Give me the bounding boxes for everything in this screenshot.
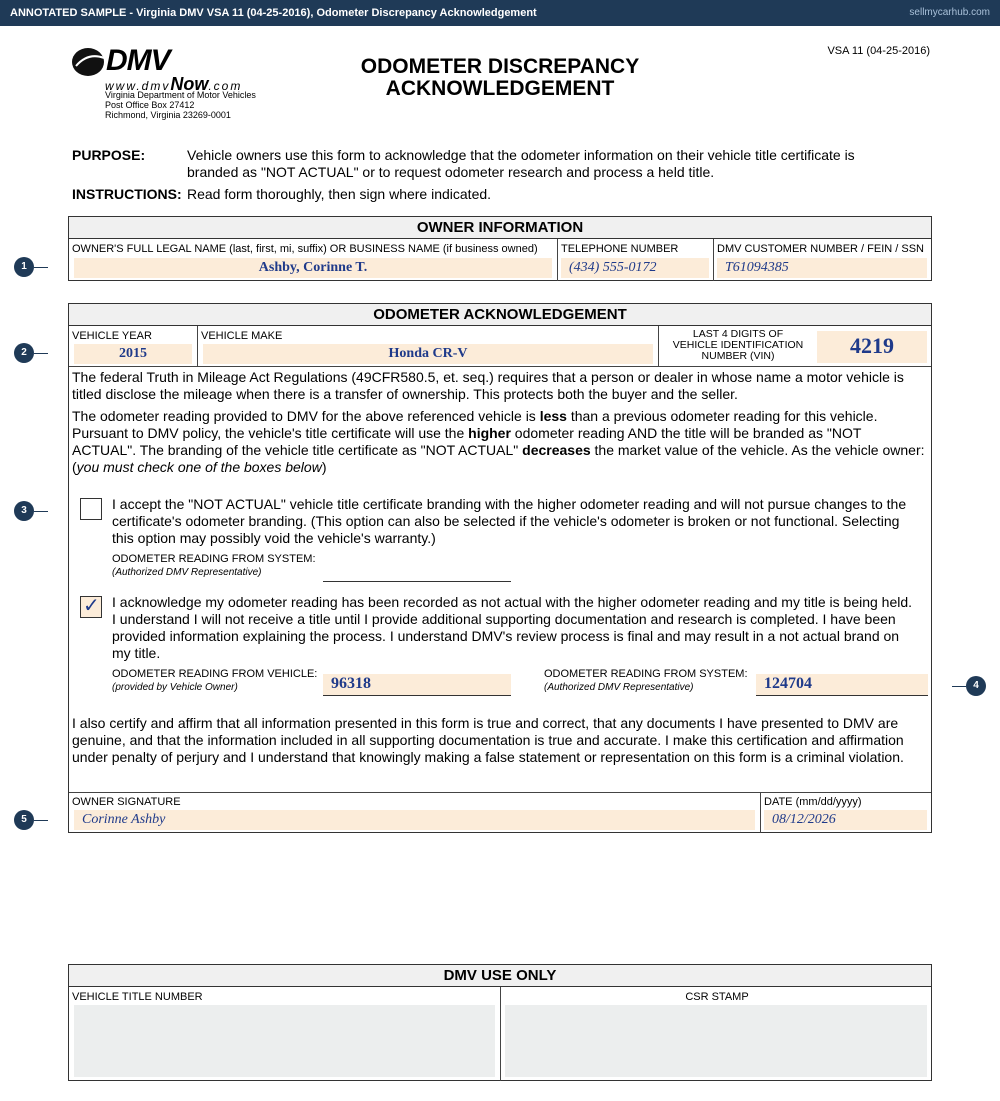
date-field[interactable]: 08/12/2026	[764, 810, 927, 830]
system-reading-field[interactable]: 124704	[756, 674, 928, 696]
site-link[interactable]: sellmycarhub.com	[909, 7, 990, 18]
csr-stamp-label: CSR STAMP	[685, 991, 749, 1003]
acknowledge-held-title-checkbox[interactable]	[80, 596, 102, 618]
vehicle-year-label: VEHICLE YEAR	[72, 330, 152, 342]
annotation-marker-3: 3	[14, 501, 34, 521]
date-label: DATE (mm/dd/yyyy)	[764, 796, 862, 808]
owner-signature-field[interactable]: Corinne Ashby	[74, 810, 755, 830]
annotation-marker-4: 4	[966, 676, 986, 696]
annotation-title: ANNOTATED SAMPLE - Virginia DMV VSA 11 (04-25-2016), Odometer Discrepancy Acknowledgement	[10, 7, 537, 19]
vehicle-make-label: VEHICLE MAKE	[201, 330, 283, 342]
annotation-bar	[0, 0, 1000, 26]
odometer-acknowledgement-section	[68, 303, 932, 833]
dmv-use-only-heading: DMV USE ONLY	[69, 965, 931, 987]
truth-in-mileage-paragraph: The federal Truth in Mileage Act Regulations (49CFR580.5, et. seq.) requires that a person or dealer in whose name a motor vehicle is titled disclose the mileage when there is a transfer of ownership. This protects both the buyer and the seller.	[72, 369, 904, 402]
option-acknowledge-text: I acknowledge my odometer reading has been recorded as not actual with the higher odometer reading and my title is being held. I understand I will not receive a title until I provide additional supporting documentation and research is completed. I have been provided information explaining the process. I understand DMV's review process is final and may result in a not actual brand on my title.	[112, 594, 913, 661]
purpose-text: Vehicle owners use this form to acknowledge that the odometer information on their vehicle title certificate is branded as "NOT ACTUAL" or to request odometer research and process a held title.	[187, 147, 855, 180]
form-id: VSA 11 (04-25-2016)	[827, 45, 930, 57]
phone-label: TELEPHONE NUMBER	[561, 243, 679, 255]
odometer-acknowledgement-heading: ODOMETER ACKNOWLEDGEMENT	[69, 304, 931, 326]
option1-system-reading-label: ODOMETER READING FROM SYSTEM: (Authorized DMV Representative)	[112, 553, 316, 578]
system-reading-label: ODOMETER READING FROM SYSTEM: (Authorized DMV Representative)	[544, 668, 748, 693]
instructions-text: Read form thoroughly, then sign where indicated.	[187, 186, 492, 202]
owner-information-section	[68, 216, 932, 281]
checkmark-icon: ✓	[83, 595, 100, 617]
dmv-address: Virginia Department of Motor Vehicles Post Office Box 27412 Richmond, Virginia 23269-0001	[105, 90, 256, 120]
vin-field[interactable]: 4219	[817, 331, 927, 363]
dmv-logo-block	[70, 44, 310, 124]
option1-system-reading-line[interactable]	[323, 581, 511, 582]
vehicle-reading-label: ODOMETER READING FROM VEHICLE: (provided by Vehicle Owner)	[112, 668, 318, 693]
certification-paragraph: I also certify and affirm that all information presented in this form is true and correct, that any documents I have presented to DMV are genuine, and that the information included in all supporting documentation is true and accurate. I make this certification and affirmation under penalty of perjury and I understand that knowingly making a false statement or representation on this form is a criminal violation.	[72, 715, 904, 765]
logo-text: DMV	[106, 44, 170, 77]
owner-name-field[interactable]: Ashby, Corinne T.	[74, 258, 552, 278]
owner-name-label: OWNER'S FULL LEGAL NAME (last, first, mi, suffix) OR BUSINESS NAME (if business owned)	[72, 243, 538, 255]
option-accept-text: I accept the "NOT ACTUAL" vehicle title certificate branding with the higher odometer reading and will not pursue changes to the certificate's odometer branding. (This option can also be selected if the vehicle's odometer is broken or not functional. Selecting this option may possibly void the vehicle's warranty.)	[112, 496, 907, 546]
page-title: ODOMETER DISCREPANCY ACKNOWLEDGEMENT	[360, 55, 640, 100]
owner-signature-label: OWNER SIGNATURE	[72, 796, 181, 808]
purpose-label: PURPOSE:	[72, 147, 146, 163]
vehicle-reading-field[interactable]: 96318	[323, 674, 511, 696]
vin-label: LAST 4 DIGITS OF VEHICLE IDENTIFICATION NUMBER (VIN)	[672, 328, 804, 362]
csr-stamp-field[interactable]	[505, 1005, 927, 1077]
phone-field[interactable]: (434) 555-0172	[561, 258, 709, 278]
owner-information-heading: OWNER INFORMATION	[69, 217, 931, 239]
annotation-marker-5: 5	[14, 810, 34, 830]
discrepancy-paragraph: The odometer reading provided to DMV for the above referenced vehicle is less than a previous odometer reading for this vehicle. Pursuant to DMV policy, the vehicle's title certificate will use the higher odometer reading AND the title will be branded as "NOT ACTUAL". The branding of the vehicle title certificate as "NOT ACTUAL" decreases the market value of the vehicle. As the vehicle owner: (you must check one of the boxes below)	[72, 408, 925, 475]
vehicle-title-number-field[interactable]	[74, 1005, 495, 1077]
vehicle-year-field[interactable]: 2015	[74, 344, 192, 364]
accept-not-actual-checkbox[interactable]	[80, 498, 102, 520]
customer-number-label: DMV CUSTOMER NUMBER / FEIN / SSN	[717, 243, 924, 255]
annotation-marker-1: 1	[14, 257, 34, 277]
annotation-marker-2: 2	[14, 343, 34, 363]
dmv-use-only-section	[68, 964, 932, 1081]
vehicle-title-number-label: VEHICLE TITLE NUMBER	[72, 991, 203, 1003]
vehicle-make-field[interactable]: Honda CR-V	[203, 344, 653, 364]
instructions-label: INSTRUCTIONS:	[72, 186, 182, 202]
logo-www: www.dmvNow.com	[105, 74, 243, 94]
customer-number-field[interactable]: T61094385	[717, 258, 927, 278]
